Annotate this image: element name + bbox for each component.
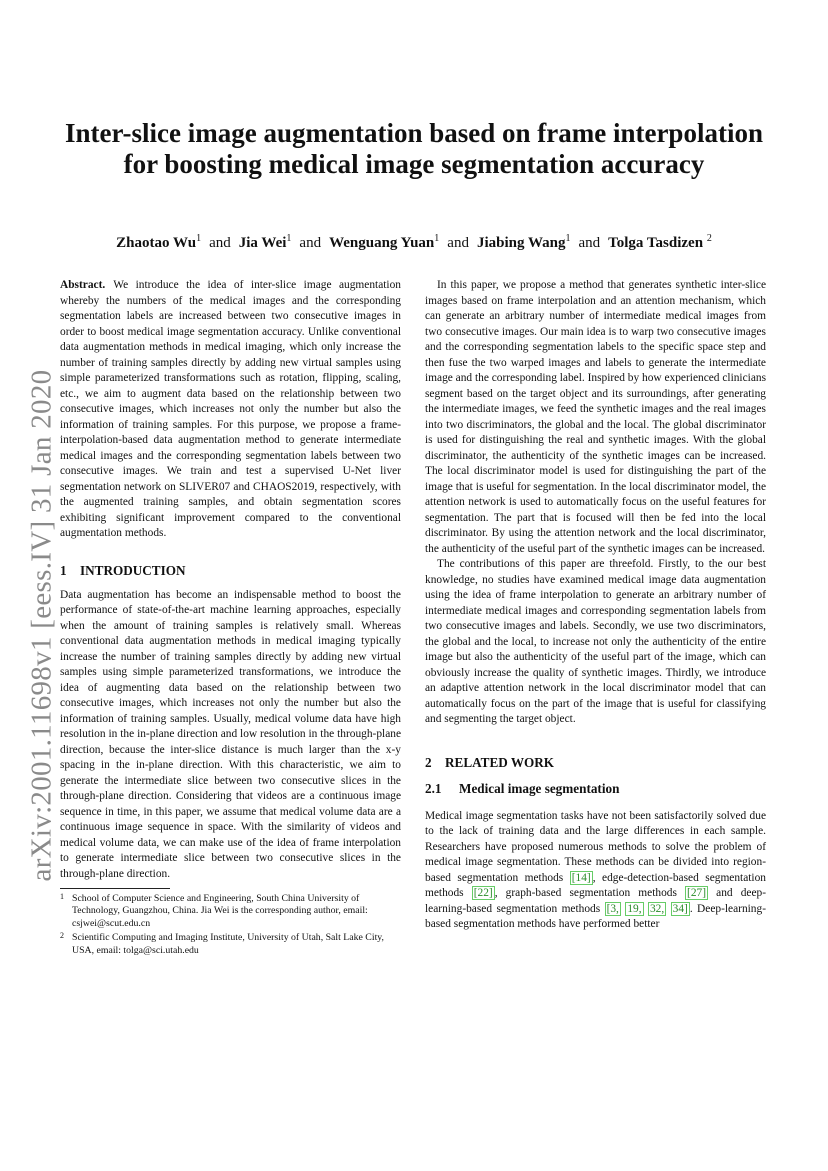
author-name: Tolga Tasdizen — [608, 235, 704, 251]
author-list — [60, 229, 768, 253]
author-separator: and — [578, 235, 601, 251]
abstract-text: We introduce the idea of inter-slice image augmentation whereby the numbers of the medical images and the corresponding segmentation labels are increased between two consecutive images in order to boost medical image segmentation accuracy. Unlike conventional data augmentation methods in medical imaging, which only increase the number of training samples directly by adding new virtual samples using simple parameterized transformations such as rotation, flipping, scaling, etc., we aim to augment data based on the relationship between two consecutive images, which increases not only the number but also the information of training samples. For this purpose, we propose a frame-interpolation-based data augmentation method to generate intermediate medical images and the corresponding segmentation labels between two consecutive images. We train and test a supervised U-Net liver segmentation network on SLIVER07 and CHAOS2019, respectively, with the augmented training samples, and obtain segmentation scores exhibiting significant improvement compared to the conventional augmentation methods. — [60, 279, 401, 539]
footnote-divider — [60, 888, 170, 889]
subsection-title: Medical image segmentation — [459, 780, 620, 796]
footnote-text: School of Computer Science and Engineering, South China University of Technology, Guangzhou, China. Jia Wei is the corresponding author, email: csjwei@scut.edu.cn — [72, 893, 368, 929]
left-column — [60, 278, 401, 959]
arxiv-id-text: arXiv:2001.11698v1 [eess.IV] 31 Jan 2020 — [25, 369, 58, 881]
footnote — [60, 893, 401, 930]
section-heading-related-work — [425, 754, 766, 771]
subsection-number: 2.1 — [425, 780, 442, 796]
section-title: INTRODUCTION — [80, 562, 186, 578]
author-separator: and — [299, 235, 322, 251]
author-affiliation-mark: 1 — [434, 233, 440, 244]
citation-link[interactable]: [22] — [473, 887, 493, 899]
text-run: Medical image segmentation tasks have not been satisfactorily solved due to the lack of training data and the large differences in each sample. Researchers have proposed numerous methods to solve the problem of medical image segmentation. These methods can be divided into region-based segmentation methods — [425, 809, 766, 884]
section-number: 2 — [425, 754, 432, 770]
text-run: , graph-based segmentation methods — [494, 887, 686, 899]
author-affiliation-mark: 2 — [706, 233, 712, 244]
right-column — [425, 278, 766, 933]
citation-link[interactable]: [14] — [571, 871, 591, 884]
author-separator: and — [209, 235, 231, 251]
contributions-paragraph: The contributions of this paper are threefold. Firstly, to the our best knowledge, no studies have examined medical image data augmentation using the idea of frame interpolation to generate an arbitrary number of intermediate medical images and corresponding segmentation labels from two consecutive images and labels. Secondly, we use two discriminators, the global and the local, to increase not only the authenticity of the entire image but also the authenticity of the useful part of the image, which can obviously increase the quality of synthetic images. Thirdly, we introduce an adaptive attention network in the local discriminator model that can automatically focus on the part of the image that is useful for classifying and segmenting the target object. — [425, 558, 766, 725]
subsection-heading-medical-image-segmentation — [425, 780, 766, 797]
author-name: Jia Wei — [238, 235, 287, 251]
citation-link[interactable]: [27] — [687, 887, 707, 899]
arxiv-identifier — [22, 365, 62, 885]
footnote-mark: 2 — [60, 931, 64, 941]
introduction-paragraph: Data augmentation has become an indispensable method to boost the performance of state-of-the-art machine learning approaches, especially when the amount of training samples is relatively small. Whereas conventional data augmentation methods in medical imaging typically increase the number of training samples directly by adding new virtual samples using simple parameterized transformations, we introduce the idea of augmenting data based on the relationship between two consecutive images, which increases not only the number but also the information of training samples. Usually, medical volume data have high resolution in the in-plane direction and low resolution in the through-plane direction, because the inter-slice distance is much larger than the x-y spacing in the in-plane direction. With this characteristic, we aim to generate the intermediate slice between two consecutive slices in the through-plane direction. Considering that videos are a continuous image sequence in time, in this paper, we assume that medical volume data are a continuous image sequence in space. With the similarity of videos and medical volume data, we can make use of the idea of frame interpolation to generate intermediate slice between two consecutive slices in the through-plane direction. — [60, 588, 401, 880]
paper-title: Inter-slice image augmentation based on frame interpolation for boosting medical image segmentation accuracy — [65, 118, 763, 179]
citation-link[interactable]: 34] — [672, 902, 688, 915]
author-affiliation-mark: 1 — [565, 233, 571, 244]
section-title: RELATED WORK — [445, 754, 555, 770]
author-separator: and — [447, 235, 469, 251]
author-affiliation-mark: 1 — [286, 233, 292, 244]
footnote-mark: 1 — [60, 892, 64, 901]
author-name: Wenguang Yuan — [329, 235, 435, 251]
footnote — [60, 932, 401, 957]
abstract-label: Abstract. — [60, 279, 106, 291]
footnote-text: Scientific Computing and Imaging Institute, University of Utah, Salt Lake City, USA, email: tolga@sci.utah.edu — [72, 932, 384, 956]
citation-link[interactable]: 19, — [627, 902, 642, 915]
abstract — [60, 278, 401, 542]
author-affiliation-mark: 1 — [196, 233, 202, 244]
section-heading-introduction — [60, 562, 401, 579]
text-run: and deep-learning-based segmentation methods — [425, 887, 766, 915]
section-number: 1 — [60, 562, 67, 578]
citation-link[interactable]: [3, — [606, 902, 619, 915]
text-run: , edge-detection-based segmentation methods — [425, 871, 766, 899]
text-run: . Deep-learning-based segmentation methods have performed better — [425, 902, 766, 930]
citation-link[interactable]: 32, — [649, 902, 665, 915]
author-name: Zhaotao Wu — [116, 235, 197, 251]
author-name: Jiabing Wang — [476, 235, 566, 251]
related-work-paragraph — [425, 809, 766, 933]
body-paragraph: In this paper, we propose a method that generates synthetic inter-slice images based on frame interpolation and an attention mechanism, which can generate an arbitrary number of intermediate medical images from two consecutive images. Our main idea is to warp two consecutive images and the corresponding segmentation labels to the specific space step and then fuse the two warped images and labels to generate the intermediate image and the corresponding label. Inspired by how experienced clinicians segment based on the target object and its surroundings, after generating the intermediate images, we feed the synthetic images and the real images into two discriminators, the global and the local. The global discriminator is used for distinguishing the real and synthetic images. With the global discriminator, the authenticity of the synthetic images can be increased. The local discriminator model is used for distinguishing the part of the image that is useful for segmentation. In the local discriminator model, the attention network is used to automatically focus on the useful features for segmentation. The part that is focused will then be fed into the local discriminator. By using the attention network and the local discriminator, the authenticity of the useful part of the synthetic images can be increased. — [425, 279, 766, 555]
